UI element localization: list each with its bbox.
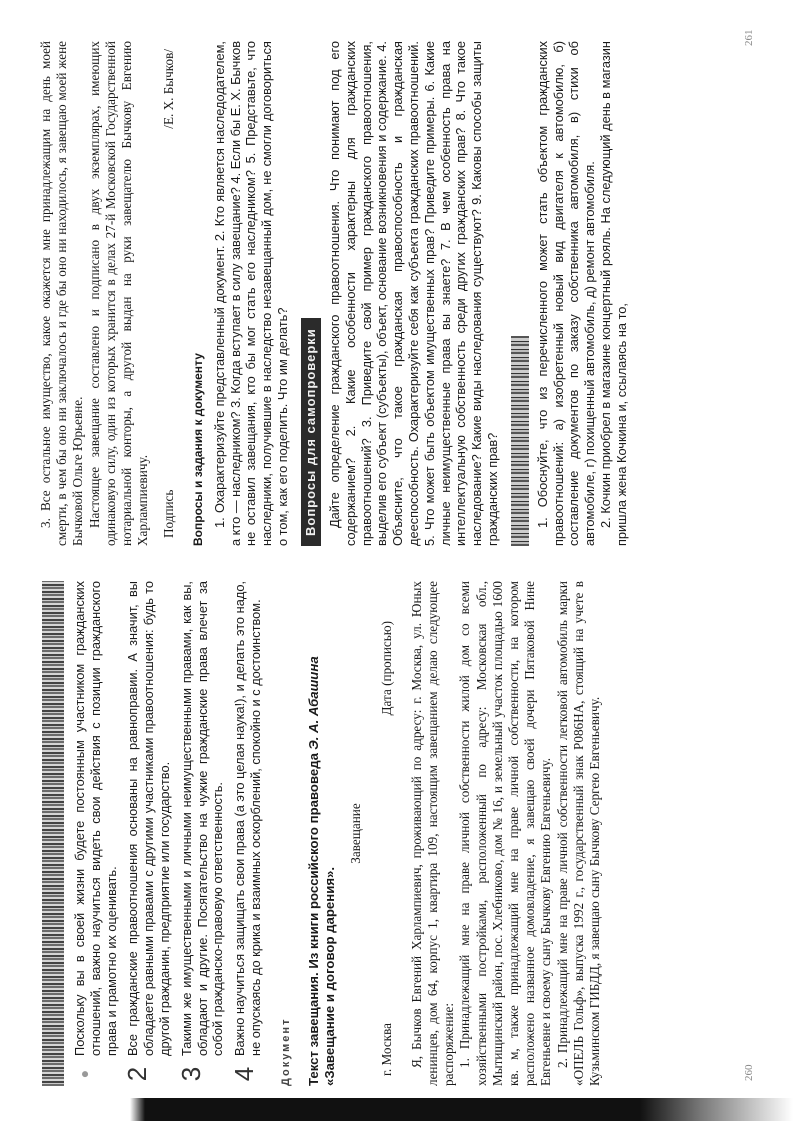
document-heading: Документ: [279, 1017, 292, 1086]
signature-row: [161, 41, 177, 546]
left-page-number: 260: [743, 1064, 755, 1081]
will-paragraph-3: 2. Принадлежащий мне на праве личной собственности легковой автомобиль марки «ОПЕЛЬ Гольф», выпуска 1992 г., государственный знак Р086НА, стоящий на учете в Кузьминском ГИБДД, я завещаю сыну Бычкову Сергею Евгеньевичу.: [554, 581, 603, 1086]
self-check-title: Вопросы для самопроверки: [301, 318, 321, 546]
bullet-4-number: 4: [229, 1066, 260, 1082]
bullet-2: [122, 581, 172, 1086]
top-decorative-band: [42, 581, 64, 1086]
bullet-4: [229, 581, 264, 1086]
right-page: [38, 41, 758, 546]
bullet-3-number: 3: [175, 1066, 206, 1082]
document-title-book: «Завещание и договор дарения».: [322, 866, 338, 1086]
will-paragraph-1: Я, Бычков Евгений Харлампиевич, проживающий по адресу: г. Москва, ул. Юных ленинцев, дом 64, корпус 1, квартира 109, настоящим завещанием делаю следующее распоряжение:: [408, 581, 457, 1086]
will-title: Завещание: [348, 803, 364, 864]
will-paragraph-5: Настоящее завещание составлено и подписано в двух экземплярах, имеющих одинаковую силу, один из которых хранится в делах 27-й Московской Государственной нотариальной конторы, а другой выдан на руки завещателю Бычкову Евгению Харлампиевичу.: [86, 41, 151, 546]
intro-bullet: [72, 581, 119, 1086]
document-title: [306, 581, 338, 1086]
bullet-3-text: Такими же имущественными и личными неимущественными правами, как вы, обладают и другие. Посягательство на чужие гражданские права влечет за собой гражданско-правовую ответственность.: [178, 581, 226, 1056]
task-1-text: 1. Обоснуйте, что из перечисленного может стать объектом гражданских правоотношений: а) изобретенный новый вид двигателя к автомобилю, б) составление документов по заказу собственника автомобиля, в) стихи об автомобиле, г) похищенный автомобиль, д) ремонт автомобиля.: [534, 41, 598, 546]
self-check-text: Дайте определение гражданского правоотношения. Что понимают под его содержанием? 2. Какие особенности характерны для гражданских правоотношений? 3. Приведите свой пример гражданского правоотношения, выделив его субъект (субъекты), объект, основание возникновения и содержание. 4. Объясните, что такое гражданская правоспособность и гражданская дееспособность. Охарактеризуйте себя как субъекта гражданских правоотношений. 5. Что может быть объектом имущественных прав? Приведите примеры. 6. Какие личные неимущественные права вы знаете? 7. В чем особенность права на интеллектуальную собственность среди других гражданских прав? 8. Что такое наследование? Какие виды наследования существуют? 9. Каковы способы защиты гражданских прав?: [327, 41, 500, 546]
date-label: Дата (прописью): [378, 621, 394, 716]
bullet-4-text: Важно научиться защищать свои права (а это целая наука!), и делать это надо, не опускаясь до крика и взаимных оскорблений, спокойно и с достоинством.: [232, 581, 263, 1056]
will-paragraph-4: 3. Все остальное имущество, какое окажется мне принадлежащим на день моей смерти, в чем бы оно ни заключалось и где бы оно ни находилось, я завещаю моей жене Бычковой Ольге Юрьевне.: [38, 41, 86, 546]
bullet-2-number: 2: [122, 1066, 153, 1082]
city-date-row: [379, 581, 395, 1086]
document-title-author: Э. А. Абашина: [305, 656, 321, 750]
bullet-marker-icon: ●: [76, 1069, 92, 1079]
bullet-3: [175, 581, 226, 1086]
document-title-prefix: Текст завещания. Из книги российского правоведа: [305, 753, 321, 1086]
left-page: [38, 581, 758, 1086]
intro-bullet-text: Поскольку вы в своей жизни будете постоянным участником гражданских отношений, важно научиться видеть свои действия с позиции гражданского права и грамотно их оценивать.: [72, 581, 119, 1056]
spread-content: [38, 26, 758, 1086]
city-label: г. Москва: [378, 1023, 394, 1076]
task-2-text: 2. Кочкин приобрел в магазине концертный рояль. На следующий день в магазин пришла жена Кочкина и, ссылаясь на то,: [597, 41, 629, 546]
right-page-number: 261: [743, 29, 755, 46]
will-paragraph-2: 1. Принадлежащий мне на праве личной собственности жилой дом со всеми хозяйственными постройками, расположенный по адресу: Московская обл., Мытищинский район, пос. Хлебниково, дом № 16, и земельный участок площадью 1600 кв. м, также принадлежащий мне на праве личной собственности, на котором расположено названное домовладение, я завещаю своей дочери Пятаковой Нине Евгеньевне и своему сыну Бычкову Евгению Евгеньевичу.: [457, 581, 554, 1086]
signature-name: /Е. Х. Бычков/: [161, 49, 177, 129]
self-check-header: [301, 41, 321, 546]
questions-heading: Вопросы и задания к документу: [190, 353, 205, 546]
tasks-decorative-band: [511, 336, 529, 546]
bullet-2-text: Все гражданские правоотношения основаны на равноправии. А значит, вы обладаете равными правами с другими участниками правоотношения: будь то другой гражданин, предприятие или государство.: [125, 581, 172, 1056]
signature-label: Подпись: [161, 489, 177, 538]
questions-text: 1. Охарактеризуйте представленный документ. 2. Кто является наследодателем, а кто — наследником? 3. Когда вступает в силу завещание? 4. Если бы Е. Х. Бычков не оставил завещания, кто бы мог стать его наследником? 5. Представьте, что наследники, получившие в наследство незавещанный дом, не смогли договориться о том, как его поделить. Что им делать?: [211, 41, 291, 546]
